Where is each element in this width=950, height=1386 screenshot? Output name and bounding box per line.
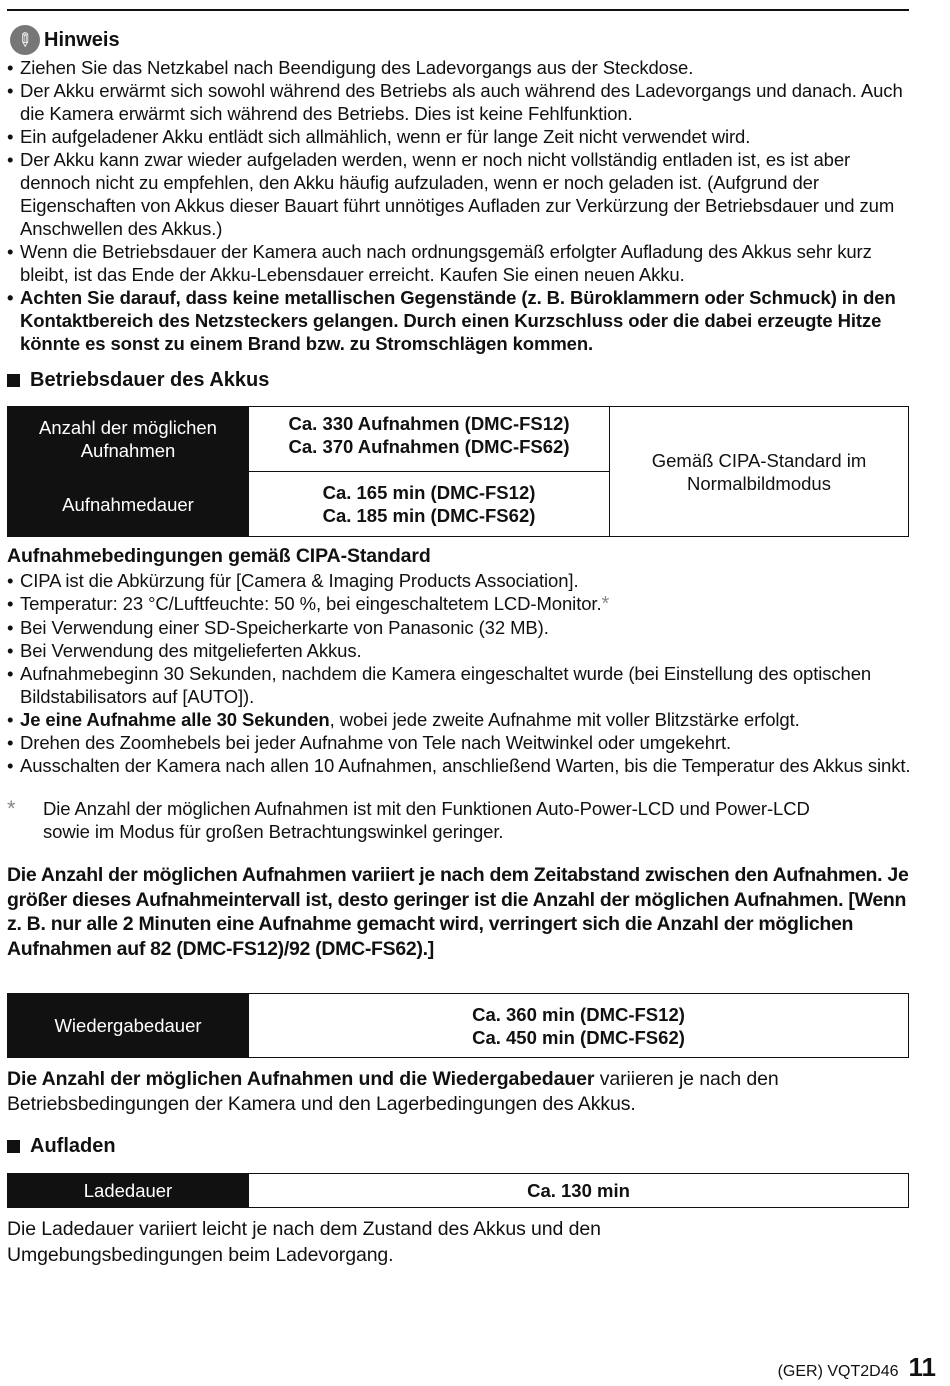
- section-heading-betriebsdauer: [7, 369, 269, 392]
- list-item: [7, 708, 912, 731]
- list-item: • Bei Verwendung einer SD-Speicherkarte von Panasonic (32 MB).: [7, 616, 912, 639]
- aufladen-table: [7, 1173, 909, 1208]
- value-wiedergabedauer: [249, 994, 909, 1058]
- value-line: Ca. 165 min (DMC-FS12): [322, 482, 536, 503]
- label-aufnahmedauer: Aufnahmedauer: [8, 472, 249, 537]
- list-item: • Ein aufgeladener Akku entlädt sich allmählich, wenn er für lange Zeit nicht verwendet wird.: [7, 125, 912, 148]
- value-line: Ca. 360 min (DMC-FS12): [472, 1003, 685, 1025]
- betriebsdauer-table: [7, 406, 909, 537]
- list-item-bold: Je eine Aufnahme alle 30 Sekunden: [20, 709, 330, 730]
- square-bullet-icon: [7, 1140, 20, 1153]
- section-heading-aufladen: [7, 1135, 116, 1158]
- interval-note: Die Anzahl der möglichen Aufnahmen variiert je nach dem Zeitabstand zwischen den Aufnahmen. Je größer dieses Aufnahmeintervall ist, desto geringer ist die Anzahl der möglichen Aufnahmen. [Wenn z. B. nur alle 2 Minuten eine Aufnahme gemacht wird, verringert sich die Anzahl der möglichen Aufnahmen auf 82 (DMC-FS12)/92 (DMC-FS62).]: [7, 864, 909, 960]
- list-item: • Drehen des Zoomhebels bei jeder Aufnahme von Tele nach Weitwinkel oder umgekehrt.: [7, 731, 912, 754]
- bedingungen-title: Aufnahmebedingungen gemäß CIPA-Standard: [7, 545, 431, 567]
- variation-text: variieren je nach den Betriebsbedingungen der Kamera und den Lagerbedingungen des Akkus.: [7, 1068, 779, 1115]
- section-title: Aufladen: [30, 1135, 116, 1157]
- list-item: • Ausschalten der Kamera nach allen 10 Aufnahmen, anschließend Warten, bis die Temperatur des Akkus sinkt.: [7, 754, 912, 777]
- label-anzahl-aufnahmen: Anzahl der möglichen Aufnahmen: [8, 407, 249, 472]
- wiedergabe-table: [7, 993, 909, 1058]
- document-code: (GER) VQT2D46: [777, 1363, 899, 1380]
- list-item: [7, 592, 912, 616]
- pencil-note-icon: ✎: [10, 25, 40, 55]
- list-item: • Der Akku erwärmt sich sowohl während des Betriebs als auch während des Ladevorgangs und danach. Auch die Kamera erwärmt sich während des Betriebs. Dies ist keine Fehlfunktion.: [7, 79, 912, 125]
- list-item-text: Temperatur: 23 °C/Luftfeuchte: 50 %, bei eingeschaltetem LCD-Monitor.: [20, 593, 602, 614]
- footnote-text: Die Anzahl der möglichen Aufnahmen ist mit den Funktionen Auto-Power-LCD und Power-LCD sowie im Modus für großen Betrachtungswinkel geringer.: [43, 798, 810, 842]
- value-ladedauer: Ca. 130 min: [249, 1174, 909, 1208]
- label-wiedergabedauer: Wiedergabedauer: [8, 994, 249, 1058]
- list-item: • CIPA ist die Abkürzung für [Camera & Imaging Products Association].: [7, 569, 912, 592]
- value-line: Ca. 330 Aufnahmen (DMC-FS12): [288, 413, 570, 434]
- list-item: • Ziehen Sie das Netzkabel nach Beendigung des Ladevorgangs aus der Steckdose.: [7, 56, 912, 79]
- value-line: Ca. 185 min (DMC-FS62): [322, 505, 536, 526]
- list-item: • Aufnahmebeginn 30 Sekunden, nachdem die Kamera eingeschaltet wurde (bei Einstellung des optischen Bildstabilisators auf [AUTO]).: [7, 662, 912, 708]
- variation-bold: Die Anzahl der möglichen Aufnahmen und die Wiedergabedauer: [7, 1068, 595, 1090]
- value-line: Ca. 370 Aufnahmen (DMC-FS62): [288, 436, 570, 457]
- hinweis-title: Hinweis: [44, 28, 120, 51]
- footnote: [7, 797, 857, 843]
- cipa-standard-note: Gemäß CIPA-Standard im Normalbildmodus: [610, 407, 909, 537]
- list-item: • Der Akku kann zwar wieder aufgeladen werden, wenn er noch nicht vollständig entladen ist, es ist aber dennoch nicht zu empfehlen, den Akku häufig aufzuladen, wenn er noch geladen ist. (Aufgrund der Eigenschaften von Akkus dieser Bauart führt unnötiges Aufladen zur Verkürzung der Betriebsdauer und zum Anschwellen des Akkus.): [7, 148, 912, 240]
- value-aufnahmedauer: [249, 472, 610, 537]
- list-item-text: , wobei jede zweite Aufnahme mit voller Blitzstärke erfolgt.: [329, 709, 800, 730]
- section-title: Betriebsdauer des Akkus: [30, 369, 270, 391]
- page-number: 11: [908, 1352, 936, 1382]
- variation-note: [7, 1067, 912, 1117]
- page-footer: [778, 1352, 936, 1383]
- value-line: Ca. 450 min (DMC-FS62): [472, 1026, 685, 1048]
- label-ladedauer: Ladedauer: [8, 1174, 249, 1208]
- hinweis-list: [7, 56, 912, 355]
- list-item: • Bei Verwendung des mitgelieferten Akkus.: [7, 639, 912, 662]
- square-bullet-icon: [7, 374, 20, 387]
- ladedauer-note: Die Ladedauer variiert leicht je nach dem Zustand des Akkus und den Umgebungsbedingungen beim Ladevorgang.: [7, 1218, 601, 1266]
- list-item: • Wenn die Betriebsdauer der Kamera auch nach ordnungsgemäß erfolgter Aufladung des Akkus sehr kurz bleibt, ist das Ende der Akku-Lebensdauer erreicht. Kaufen Sie einen neuen Akku.: [7, 240, 912, 286]
- asterisk-mark: *: [601, 593, 610, 615]
- hinweis-heading: [10, 25, 120, 55]
- list-item-warning: • Achten Sie darauf, dass keine metallischen Gegenstände (z. B. Büroklammern oder Schmuck) in den Kontaktbereich des Netzsteckers gelangen. Durch einen Kurzschluss oder die dabei erzeugte Hitze könnte es sonst zu einem Brand bzw. zu Stromschlägen kommen.: [7, 286, 912, 355]
- asterisk-mark: *: [7, 796, 16, 821]
- bedingungen-list: [7, 569, 912, 777]
- top-rule: [7, 9, 909, 11]
- value-anzahl-aufnahmen: [249, 407, 610, 472]
